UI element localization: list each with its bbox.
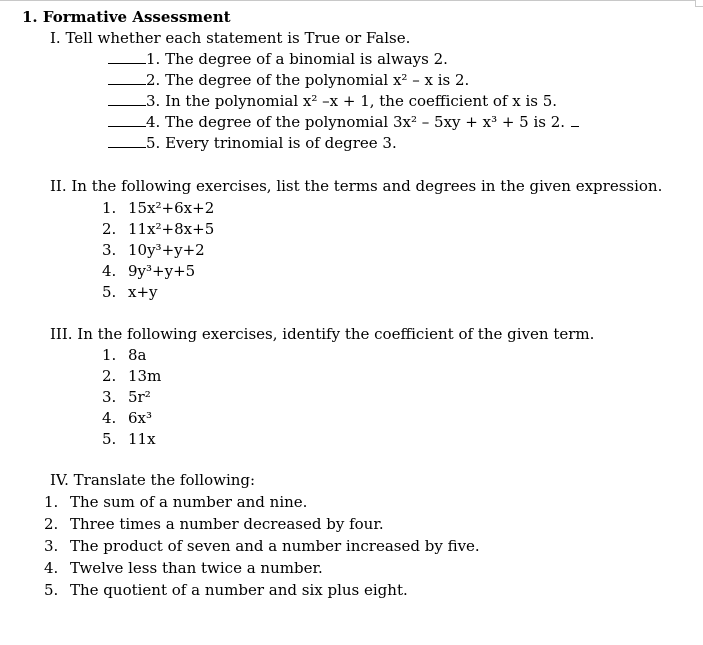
part3-item-4: 4. 6x³ (102, 409, 153, 427)
trailing-blank (571, 112, 579, 127)
answer-blank[interactable] (108, 112, 146, 127)
answer-blank[interactable] (108, 49, 146, 64)
part1-item-4: 4. The degree of the polynomial 3x² – 5xy + x³ + 5 is 2. (108, 112, 579, 132)
part2-item-2: 2. 11x²+8x+5 (102, 220, 215, 238)
part2-item-5: 5. x+y (102, 283, 158, 301)
part1-item-5: 5. Every trinomial is of degree 3. (108, 133, 397, 153)
part3-item-3: 3. 5r² (102, 388, 151, 406)
part4-item-5: 5. The quotient of a number and six plus eight. (44, 581, 408, 599)
top-border-line (0, 0, 695, 1)
page-title: 1. Formative Assessment (22, 8, 231, 26)
part2-item-1: 1. 15x²+6x+2 (102, 199, 215, 217)
part1-item-1: 1. The degree of a binomial is always 2. (108, 49, 448, 69)
corner-mark (695, 0, 703, 7)
part4-item-3: 3. The product of seven and a number increased by five. (44, 537, 480, 555)
part4-item-2: 2. Three times a number decreased by four. (44, 515, 384, 533)
part1-item-3: 3. In the polynomial x² –x + 1, the coefficient of x is 5. (108, 91, 557, 111)
part1-item-2: 2. The degree of the polynomial x² – x is 2. (108, 70, 469, 90)
answer-blank[interactable] (108, 133, 146, 148)
answer-blank[interactable] (108, 70, 146, 85)
part3-heading: III. In the following exercises, identify the coefficient of the given term. (50, 325, 595, 343)
part2-item-3: 3. 10y³+y+2 (102, 241, 205, 259)
part1-heading: I. Tell whether each statement is True or False. (50, 29, 411, 47)
part4-heading: IV. Translate the following: (50, 471, 256, 489)
part2-item-4: 4. 9y³+y+5 (102, 262, 196, 280)
part3-item-1: 1. 8a (102, 346, 147, 364)
part2-heading: II. In the following exercises, list the terms and degrees in the given expression. (50, 177, 663, 195)
part3-item-5: 5. 11x (102, 430, 156, 448)
part3-item-2: 2. 13m (102, 367, 162, 385)
answer-blank[interactable] (108, 91, 146, 106)
part4-item-4: 4. Twelve less than twice a number. (44, 559, 323, 577)
part4-item-1: 1. The sum of a number and nine. (44, 493, 308, 511)
